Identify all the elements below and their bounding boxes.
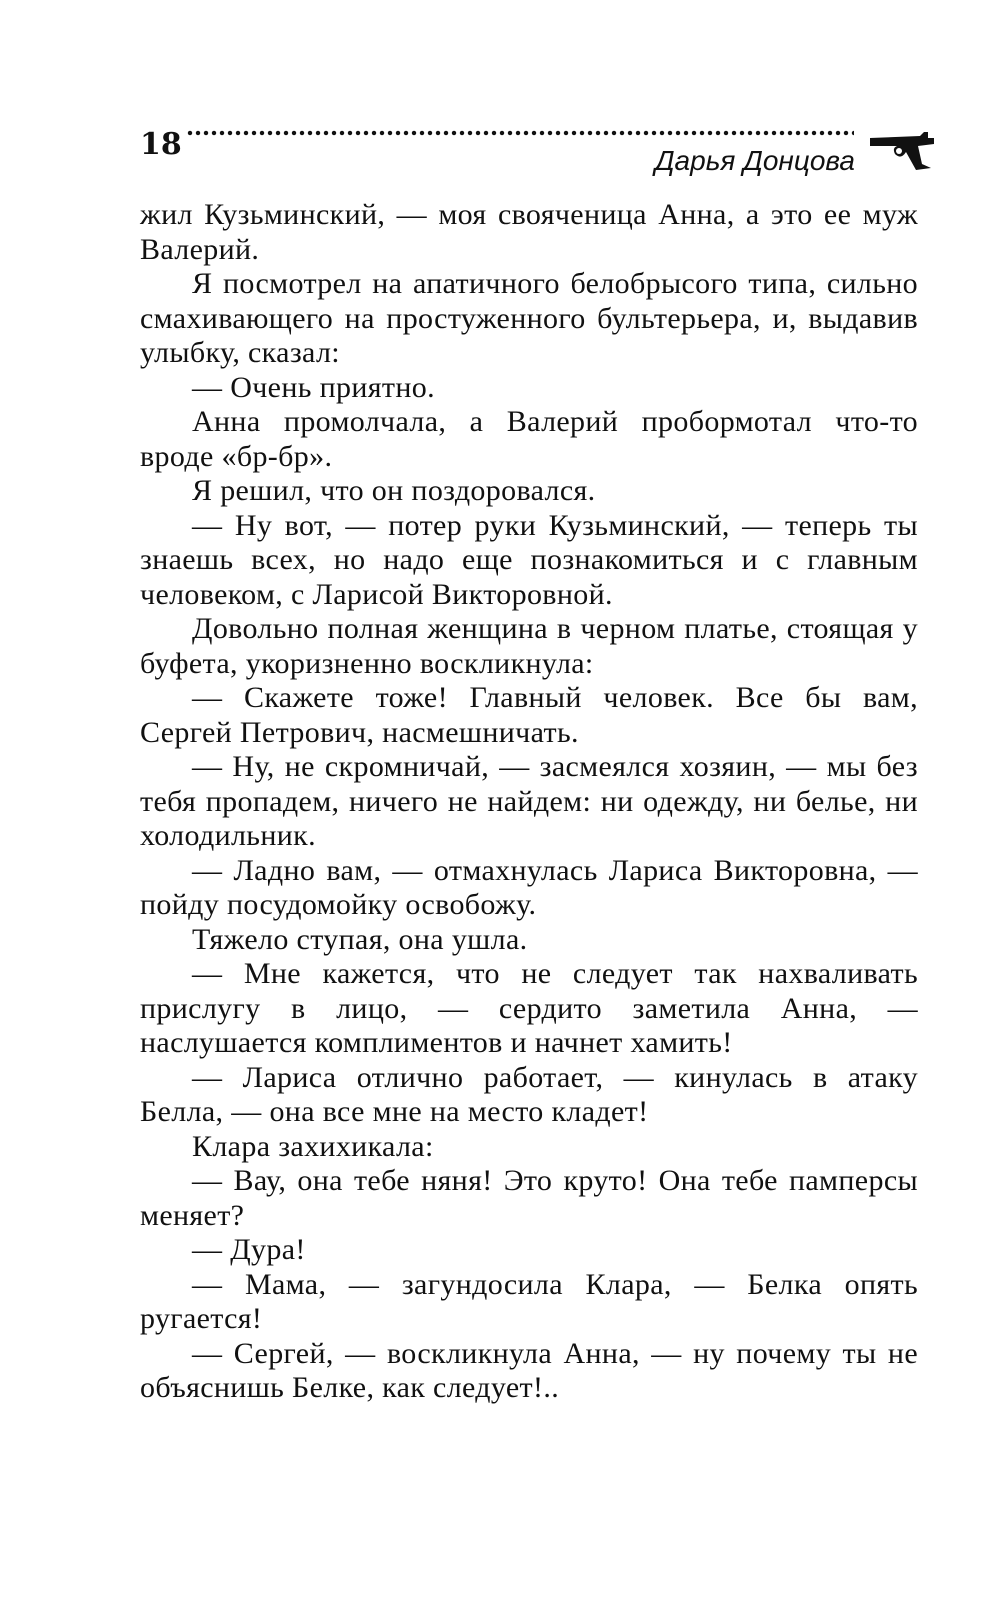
paragraph: Клара захихикала:	[192, 1129, 434, 1163]
header-dotted-rule	[186, 126, 854, 140]
paragraph: — Вау, она тебе няня! Это круто! Она тебе памперсы меняет?	[140, 1164, 918, 1232]
paragraph: — Очень приятно.	[192, 370, 435, 404]
paragraph: — Мама, — загундосила Клара, — Белка опять ругается!	[140, 1267, 918, 1335]
paragraph: Анна промолчала, а Валерий пробормотал что-то вроде «бр-бр».	[140, 405, 918, 473]
paragraph: Я решил, что он поздоровался.	[192, 474, 596, 507]
paragraph: — Дура!	[192, 1233, 306, 1266]
revolver-icon	[868, 130, 936, 172]
paragraph: — Скажете тоже! Главный человек. Все бы вам, Сергей Петрович, насмешничать.	[140, 681, 918, 749]
running-header-author: Дарья Донцова	[654, 145, 855, 176]
paragraph: — Ну, не скромничай, — засмеялся хозяин, — мы без тебя пропадем, ничего не найдем: ни одежду, ни белье, ни холодильник.	[140, 750, 918, 852]
paragraph: — Сергей, — воскликнула Анна, — ну почему ты не объяснишь Белке, как следует!..	[140, 1336, 918, 1404]
paragraph: Я посмотрел на апатичного белобрысого типа, сильно смахивающего на простуженного бультерьера, и, выдавив улыбку, сказал:	[140, 267, 918, 369]
paragraph: жил Кузьминский, — моя свояченица Анна, а это ее муж Валерий.	[140, 198, 918, 266]
paragraph: — Мне кажется, что не следует так нахваливать прислугу в лицо, — сердито заметила Анна, — наслушается комплиментов и начнет хамить!	[140, 957, 918, 1059]
paragraph: — Ну вот, — потер руки Кузьминский, — теперь ты знаешь всех, но надо еще познакомиться и с главным человеком, с Ларисой Викторовной.	[140, 508, 918, 611]
body-text	[140, 198, 918, 1406]
paragraph: Тяжело ступая, она ушла.	[192, 922, 528, 956]
paragraph: — Ладно вам, — отмахнулась Лариса Викторовна, — пойду посудомойку освобожу.	[140, 853, 918, 921]
paragraph: Довольно полная женщина в черном платье, стоящая у буфета, укоризненно воскликнула:	[140, 612, 918, 680]
paragraph: — Лариса отлично работает, — кинулась в атаку Белла, — она все мне на место кладет!	[140, 1060, 918, 1128]
page-number: 18	[140, 127, 182, 162]
